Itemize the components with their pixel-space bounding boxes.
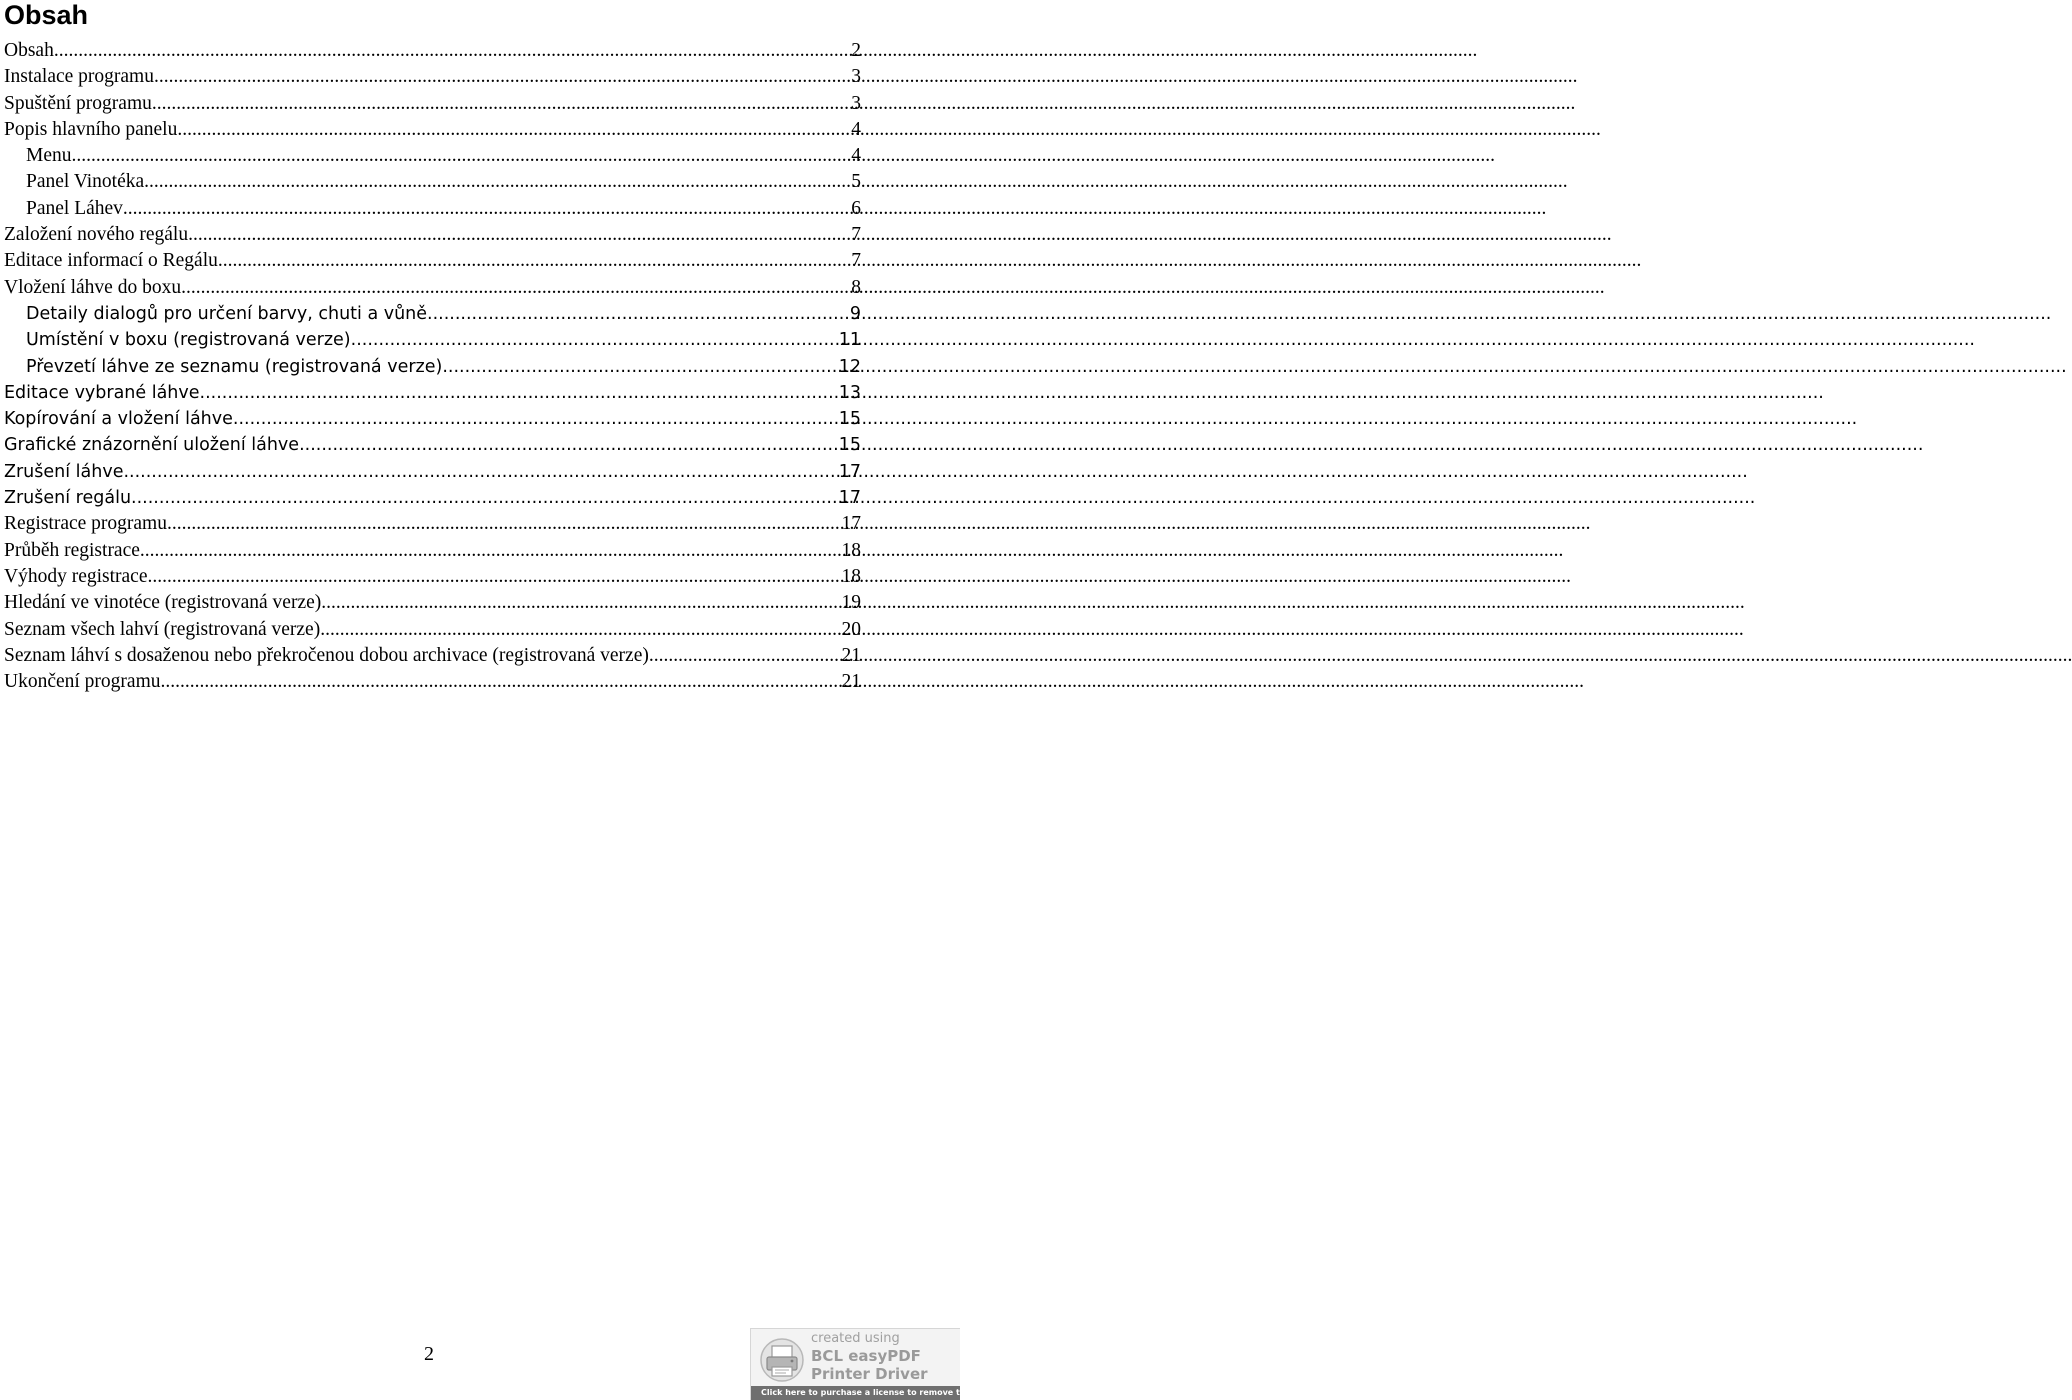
toc-entry-page: 15 — [838, 409, 861, 430]
toc-entry-page: 17 — [838, 488, 861, 509]
toc-entry-page: 5 — [851, 171, 861, 193]
toc-entry-title: Kopírování a vložení láhve — [4, 409, 233, 430]
toc-entry-page: 7 — [851, 250, 861, 272]
toc-entry-title: Detaily dialogů pro určení barvy, chuti a vůně — [26, 303, 428, 324]
toc-entry[interactable] — [4, 459, 861, 485]
toc-dot-leader — [200, 380, 837, 406]
pdf-creator-watermark[interactable] — [750, 1328, 1004, 1400]
toc-entry-title: Zrušení regálu — [4, 488, 132, 509]
toc-entry[interactable] — [4, 406, 861, 432]
toc-entry-title: Editace vybrané láhve — [4, 382, 200, 403]
toc-entry[interactable] — [4, 169, 861, 195]
toc-dot-leader — [140, 538, 840, 564]
toc-entry-page: 17 — [841, 513, 861, 535]
toc-entry-title: Grafické znázornění uložení láhve — [4, 435, 300, 456]
toc-entry-page: 2 — [851, 40, 861, 61]
toc-dot-leader — [152, 91, 849, 117]
page-title: Obsah — [4, 0, 89, 30]
toc-entry-title: Výhody registrace — [4, 565, 148, 587]
toc-dot-leader — [123, 459, 836, 485]
toc-entry-title: Umístění v boxu (registrovaná verze) — [26, 330, 351, 351]
toc-entry[interactable] — [4, 485, 861, 511]
toc-dot-leader — [148, 564, 840, 590]
toc-entry-page: 3 — [851, 66, 861, 88]
printer-icon — [759, 1337, 805, 1383]
toc-entry-title: Hledání ve vinotéce (registrovaná verze) — [4, 592, 322, 614]
toc-entry[interactable] — [4, 380, 861, 406]
toc-dot-leader — [131, 485, 837, 511]
toc-entry[interactable] — [4, 222, 861, 248]
watermark-caption: created using — [811, 1331, 900, 1346]
toc-entry[interactable] — [4, 248, 861, 274]
toc-dot-leader — [54, 38, 849, 64]
toc-dot-leader — [154, 64, 849, 90]
toc-entry[interactable] — [4, 91, 861, 117]
page-number: 2 — [424, 1343, 434, 1365]
toc-entry[interactable] — [4, 432, 861, 458]
toc-entry-page: 18 — [841, 539, 861, 561]
toc-entry[interactable] — [4, 538, 861, 564]
toc-entry-title: Seznam láhví s dosaženou nebo překročenou dobou archivace (registrovaná verze) — [4, 644, 649, 666]
watermark-product: BCL easyPDF — [811, 1347, 921, 1365]
toc-dot-leader — [144, 169, 849, 195]
toc-entry[interactable] — [4, 590, 861, 616]
toc-entry-page: 12 — [838, 356, 861, 377]
toc-entry[interactable] — [4, 511, 861, 537]
watermark-purchase-link[interactable]: Click here to purchase a license to remove this image — [751, 1386, 960, 1400]
toc-dot-leader — [72, 143, 850, 169]
toc-entry[interactable] — [4, 617, 861, 643]
toc-dot-leader — [167, 511, 840, 537]
toc-entry-title: Panel Láhev — [26, 197, 123, 219]
toc-entry-page: 18 — [841, 565, 861, 587]
toc-entry-page: 13 — [838, 382, 861, 403]
toc-entry[interactable] — [4, 643, 861, 669]
toc-entry-page: 4 — [851, 118, 861, 140]
toc-dot-leader — [351, 327, 837, 353]
toc-entry-title: Zrušení láhve — [4, 461, 124, 482]
toc-entry-title: Obsah — [4, 40, 54, 61]
toc-dot-leader — [177, 117, 849, 143]
watermark-product-sub: Printer Driver — [811, 1365, 928, 1383]
toc-entry-page: 8 — [851, 276, 861, 298]
toc-entry[interactable] — [4, 564, 861, 590]
toc-dot-leader — [320, 617, 839, 643]
toc-dot-leader — [123, 196, 849, 222]
toc-entry-title: Instalace programu — [4, 66, 154, 88]
toc-entry-page: 20 — [841, 618, 861, 640]
toc-dot-leader — [299, 432, 837, 458]
toc-dot-leader — [321, 590, 839, 616]
toc-entry[interactable] — [4, 38, 861, 64]
toc-entry-page: 9 — [849, 303, 861, 324]
toc-entry-page: 17 — [838, 461, 861, 482]
toc-entry-page: 21 — [841, 644, 861, 666]
toc-dot-leader — [161, 669, 840, 695]
toc-entry-title: Převzetí láhve ze seznamu (registrovaná verze) — [26, 356, 443, 377]
toc-entry-page: 6 — [851, 197, 861, 219]
toc-dot-leader — [218, 248, 849, 274]
toc-entry-page: 7 — [851, 224, 861, 246]
table-of-contents — [4, 38, 861, 695]
toc-entry-page: 19 — [841, 592, 861, 614]
toc-entry-title: Ukončení programu — [4, 671, 161, 693]
toc-entry-page: 15 — [838, 435, 861, 456]
toc-dot-leader — [181, 275, 849, 301]
toc-dot-leader — [649, 643, 840, 669]
toc-dot-leader — [442, 354, 836, 380]
toc-entry[interactable] — [4, 354, 861, 380]
toc-entry-title: Popis hlavního panelu — [4, 118, 178, 140]
toc-entry-page: 4 — [851, 145, 861, 167]
toc-dot-leader — [233, 406, 837, 432]
toc-dot-leader — [427, 301, 848, 327]
toc-entry[interactable] — [4, 327, 861, 353]
toc-entry-page: 21 — [841, 671, 861, 693]
toc-entry-title: Editace informací o Regálu — [4, 250, 218, 272]
toc-entry[interactable] — [4, 143, 861, 169]
toc-entry-page: 11 — [838, 330, 861, 351]
toc-entry-title: Založení nového regálu — [4, 224, 189, 246]
toc-entry-title: Menu — [26, 145, 72, 167]
toc-entry-page: 3 — [851, 92, 861, 114]
toc-entry-title: Seznam všech lahví (registrovaná verze) — [4, 618, 321, 640]
toc-dot-leader — [188, 222, 849, 248]
toc-entry-title: Panel Vinotéka — [26, 171, 145, 193]
toc-entry[interactable] — [4, 669, 861, 695]
toc-entry[interactable] — [4, 301, 861, 327]
toc-entry-title: Spuštění programu — [4, 92, 152, 114]
toc-entry[interactable] — [4, 64, 861, 90]
toc-entry-title: Registrace programu — [4, 513, 167, 535]
toc-entry[interactable] — [4, 196, 861, 222]
toc-entry[interactable] — [4, 275, 861, 301]
toc-entry[interactable] — [4, 117, 861, 143]
toc-entry-title: Průběh registrace — [4, 539, 140, 561]
toc-entry-title: Vložení láhve do boxu — [4, 276, 182, 298]
